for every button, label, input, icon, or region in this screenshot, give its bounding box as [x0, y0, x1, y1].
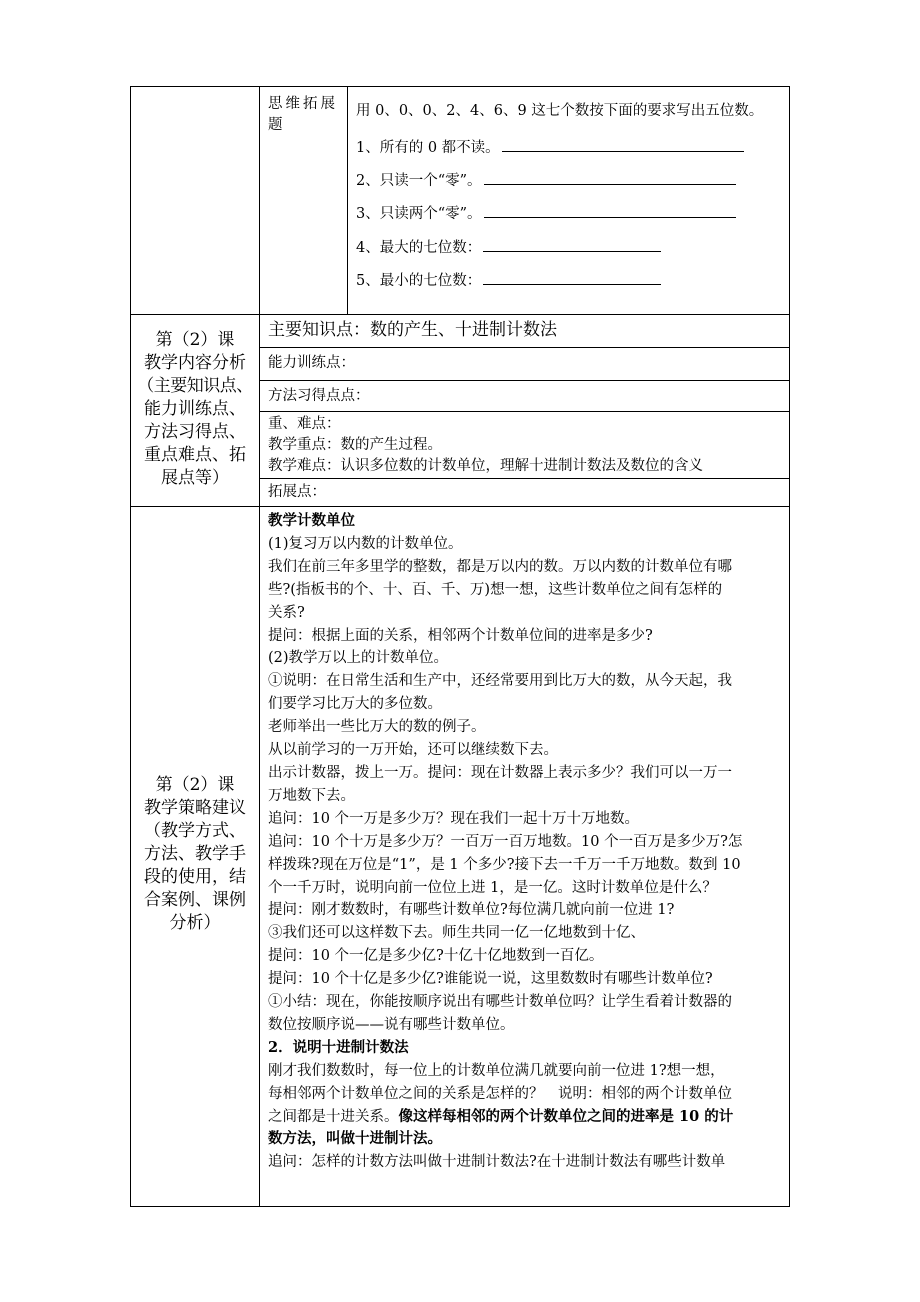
answer-blank-1[interactable] — [502, 137, 744, 152]
analysis-label-line: 重点难点、拓 — [144, 445, 246, 465]
strategy-line: 提问：10 个一亿是多少亿?十亿十亿地数到一百亿。 — [268, 948, 604, 965]
key-point: 教学重点：数的产生过程。 — [268, 437, 442, 453]
strategy-label-line: 方法、教学手 — [144, 844, 246, 864]
hard-point: 教学难点：认识多位数的计数单位，理解十进制计数法及数位的含义 — [268, 458, 703, 474]
strategy-line: 提问：10 个十亿是多少亿?谁能说一说，这里数数时有哪些计数单位? — [268, 971, 713, 988]
strategy-line: 些?(指板书的个、十、百、千、万)想一想，这些计数单位之间有怎样的 — [268, 581, 723, 598]
thinking-item-3-text: 3、只读两个“零”。 — [356, 206, 482, 222]
strategy-line: 万地数下去。 — [268, 787, 355, 804]
strategy-subheading: 2．说明十进制计数法 — [268, 1038, 409, 1056]
strategy-line: 我们在前三年多里学的整数，都是万以内的数。万以内数的计数单位有哪 — [268, 558, 732, 575]
strategy-label-line: 合案例、课例 — [144, 890, 246, 910]
thinking-item-5 — [356, 270, 661, 291]
table-top-border — [130, 86, 790, 87]
strategy-line: 刚才我们数数时，每一位上的计数单位满几就要向前一位进 1?想一想， — [268, 1062, 725, 1079]
strategy-label-line: （教学方式、 — [144, 821, 246, 841]
table-bottom-border — [130, 1206, 790, 1207]
strategy-label-line: 教学策略建议 — [144, 798, 246, 818]
strategy-line: 老师举出一些比万大的数的例子。 — [268, 719, 486, 736]
strategy-line: ③我们还可以这样数下去。师生共同一亿一亿地数到十亿、 — [268, 925, 645, 942]
strategy-label-line: 第（2）课 — [155, 775, 235, 795]
thinking-item-1-text: 1、所有的 0 都不读。 — [356, 140, 500, 156]
strategy-line: (2)教学万以上的计数单位。 — [268, 650, 449, 667]
definition-text-end: 数方法，叫做十进制计法。 — [268, 1130, 442, 1148]
analysis-label-line: （主要知识点、 — [137, 376, 253, 396]
strategy-line: 提问：刚才数数时，有哪些计数单位?每位满几就向前一位进 1? — [268, 902, 675, 919]
difficulty-title: 重、难点： — [268, 416, 341, 432]
row-divider-method — [259, 380, 790, 381]
strategy-line: 追问：10 个十万是多少万？一百万一百万地数。10 个一百万是多少万?怎 — [268, 833, 743, 850]
strategy-text: 之间都是十进关系。 — [268, 1108, 399, 1125]
analysis-label — [131, 329, 259, 490]
ability-point: 能力训练点： — [268, 355, 355, 371]
strategy-line: ①说明：在日常生活和生产中，还经常要用到比万大的数，从今天起，我 — [268, 673, 732, 690]
strategy-line: 出示计数器，拨上一万。提问：现在计数器上表示多少？我们可以一万一 — [268, 764, 732, 781]
strategy-label — [131, 774, 259, 935]
thinking-item-4-text: 4、最大的七位数： — [356, 240, 482, 256]
strategy-line: 关系? — [268, 604, 305, 621]
answer-blank-2[interactable] — [484, 170, 736, 185]
table-column-divider — [259, 86, 260, 1207]
thinking-label: 思维拓展题 — [268, 96, 338, 133]
strategy-line: (1)复习万以内数的计数单位。 — [268, 535, 463, 552]
strategy-label-line: 分析） — [169, 913, 221, 933]
answer-blank-3[interactable] — [484, 203, 736, 218]
strategy-line: 每相邻两个计数单位之间的关系是怎样的？ 说明：相邻的两个计数单位 — [268, 1085, 732, 1102]
strategy-line: 追问：怎样的计数方法叫做十进制计数法?在十进制计数法有哪些计数单 — [268, 1154, 726, 1171]
thinking-item-5-text: 5、最小的七位数： — [356, 273, 482, 289]
analysis-label-line: 教学内容分析 — [144, 353, 246, 373]
strategy-line: 们要学习比万大的多位数。 — [268, 696, 442, 713]
strategy-line: 个一千万时，说明向前一位位上进 1，是一亿。这时计数单位是什么？ — [268, 879, 717, 896]
thinking-item-2 — [356, 170, 736, 191]
strategy-line: 追问：10 个一万是多少万？现在我们一起十万十万地数。 — [268, 810, 640, 827]
definition-text: 像这样每相邻的两个计数单位之间的进率是 10 的计 — [398, 1107, 734, 1125]
analysis-label-line: 方法习得点、 — [144, 422, 246, 442]
row-divider-thinking — [130, 314, 790, 315]
strategy-heading: 教学计数单位 — [268, 512, 355, 529]
strategy-line: 样拨珠?现在万位是“1”，是 1 个多少?接下去一千万一千万地数。数到 10 — [268, 856, 741, 873]
answer-blank-5[interactable] — [483, 270, 661, 285]
strategy-line: 提问：根据上面的关系，相邻两个计数单位间的进率是多少? — [268, 627, 653, 644]
inner-column-divider — [347, 86, 348, 314]
analysis-label-line: 能力训练点、 — [144, 399, 246, 419]
thinking-item-1 — [356, 137, 744, 158]
table-right-border — [789, 86, 790, 1207]
row-divider-extension — [259, 478, 790, 479]
thinking-item-4 — [356, 237, 661, 258]
row-divider-difficulty — [259, 411, 790, 412]
row-divider-ability — [259, 347, 790, 348]
strategy-line: 从以前学习的一万开始，还可以继续数下去。 — [268, 742, 558, 759]
strategy-label-line: 段的使用，结 — [144, 867, 246, 887]
analysis-label-line: 展点等） — [161, 468, 229, 488]
strategy-line: 数位按顺序说——说有哪些计数单位。 — [268, 1016, 515, 1033]
main-knowledge: 主要知识点：数的产生、十进制计数法 — [268, 320, 557, 340]
strategy-line-mixed — [268, 1106, 786, 1129]
strategy-line: ①小结：现在，你能按顺序说出有哪些计数单位吗？让学生看着计数器的 — [268, 994, 732, 1011]
thinking-intro: 用 0、0、0、2、4、6、9 这七个数按下面的要求写出五位数。 — [356, 103, 764, 119]
table-left-border — [130, 86, 131, 1207]
row-divider-strategy — [130, 506, 790, 507]
method-point: 方法习得点点： — [268, 388, 370, 404]
extension-point: 拓展点： — [268, 484, 326, 500]
analysis-label-line: 第（2）课 — [155, 330, 235, 350]
thinking-item-2-text: 2、只读一个“零”。 — [356, 173, 482, 189]
thinking-item-3 — [356, 203, 736, 224]
strategy-body — [268, 510, 786, 1174]
answer-blank-4[interactable] — [483, 237, 661, 252]
